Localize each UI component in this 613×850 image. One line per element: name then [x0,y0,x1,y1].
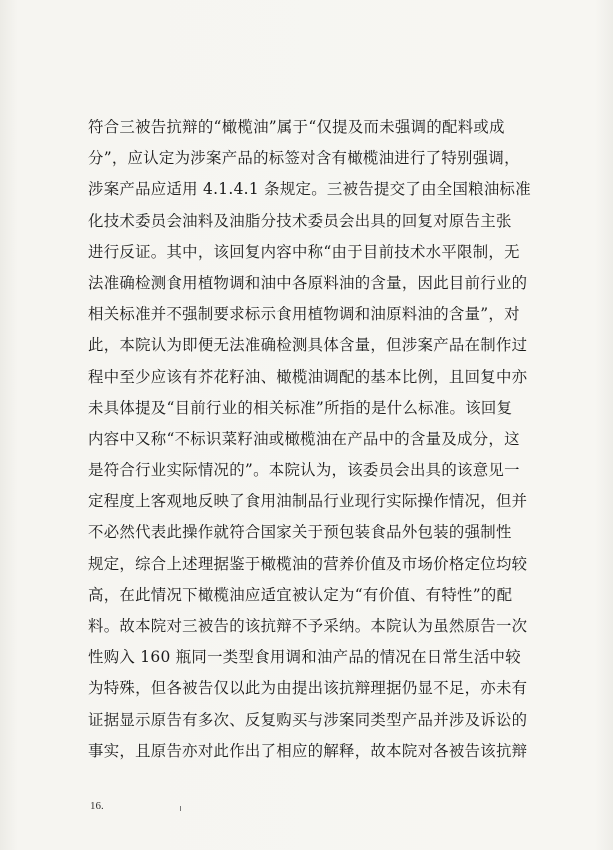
text-line: 为特殊，但各被告仅以此为由提出该抗辩理据仍显不足，亦未有 [88,679,528,698]
page-number: 16. [90,800,104,812]
scan-mark [180,806,181,811]
text-line: 性购入 160 瓶同一类型食用调和油产品的情况在日常生活中较 [88,648,521,667]
body-text [88,112,554,767]
text-line: 事实，且原告亦对此作出了相应的解释，故本院对各被告该抗辩 [88,741,528,760]
text-line: 化技术委员会油料及油脂分技术委员会出具的回复对原告主张 [88,211,512,230]
text-line: 相关标准并不强制要求标示食用植物调和油原料油的含量”，对 [88,305,520,324]
text-line: 不必然代表此操作就符合国家关于预包装食品外包装的强制性 [88,523,512,542]
text-line: 高，在此情况下橄榄油应适宜被认定为“有价值、有特性”的配 [88,585,513,604]
text-line: 定程度上客观地反映了食用油制品行业现行实际操作情况，但并 [88,492,528,511]
text-line: 证据显示原告有多次、反复购买与涉案同类型产品并涉及诉讼的 [88,710,528,729]
text-line: 此，本院认为即便无法准确检测具体含量，但涉案产品在制作过 [88,336,528,355]
text-line: 进行反证。其中，该回复内容中称“由于目前技术水平限制，无 [88,242,520,261]
text-line: 符合三被告抗辩的“橄榄油”属于“仅提及而未强调的配料或成 [88,118,505,136]
text-line: 规定，综合上述理据鉴于橄榄油的营养价值及市场价格定位均较 [88,554,528,573]
text-line: 料。故本院对三被告的该抗辩不予采纳。本院认为虽然原告一次 [88,617,528,635]
text-line: 涉案产品应适用 4.1.4.1 条规定。三被告提交了由全国粮油标准 [88,180,531,199]
text-line: 内容中又称“不标识菜籽油或橄榄油在产品中的含量及成分，这 [88,429,520,448]
text-line: 是符合行业实际情况的”。本院认为，该委员会出具的该意见一 [88,461,520,480]
text-line: 法准确检测食用植物调和油中各原料油的含量，因此目前行业的 [88,273,528,292]
text-line: 未具体提及“目前行业的相关标准”所指的是什么标准。该回复 [88,398,513,417]
text-line: 程中至少应该有芥花籽油、橄榄油调配的基本比例，且回复中亦 [88,367,528,386]
text-line: 分”，应认定为涉案产品的标签对含有橄榄油进行了特别强调， [88,149,520,168]
